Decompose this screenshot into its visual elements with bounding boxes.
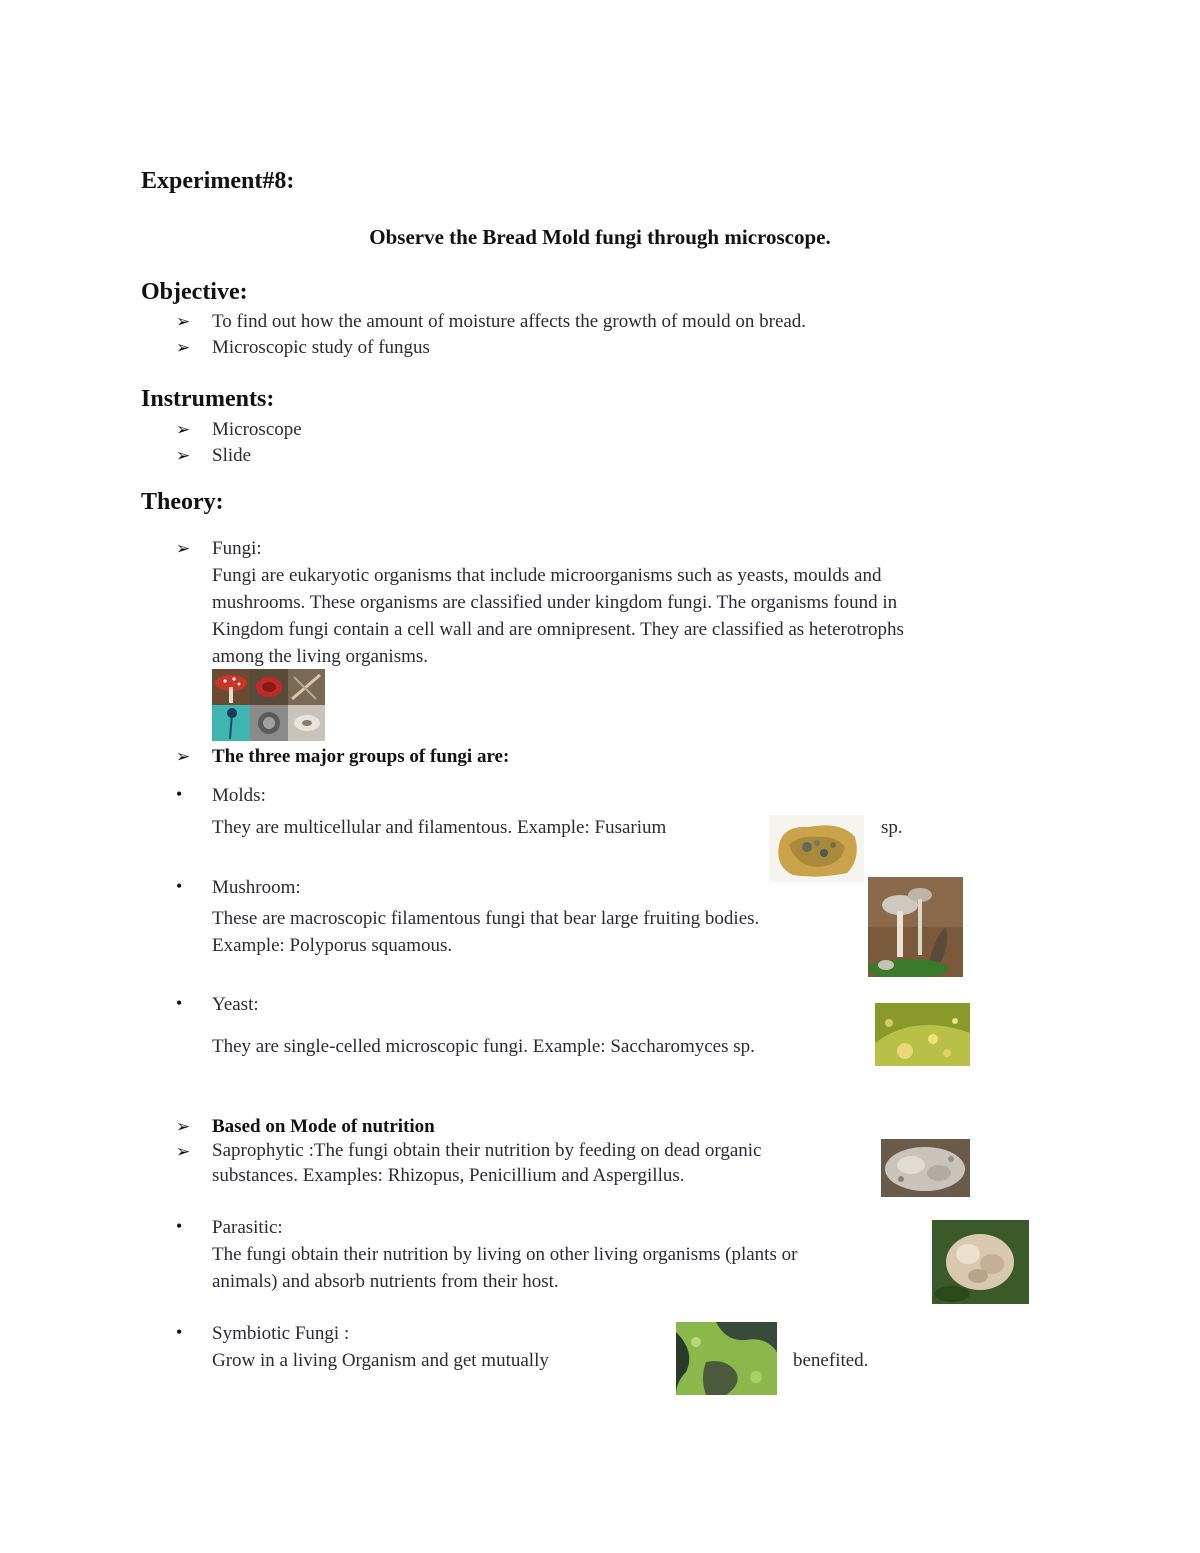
objective-item: Microscopic study of fungus (212, 337, 430, 358)
arrow-bullet-icon: ➢ (176, 338, 191, 357)
yeast-image (875, 1003, 970, 1066)
saprophytic-line: Saprophytic :The fungi obtain their nutrition by feeding on dead organic (212, 1140, 762, 1161)
mushroom-paragraph (212, 905, 759, 959)
fungi-line: Kingdom fungi contain a cell wall and are omnipresent. They are classified as heterotrophs (212, 619, 904, 640)
mushroom-line: Example: Polyporus squamous. (212, 935, 453, 956)
fungi-collage-image (212, 669, 325, 741)
bullet-icon: • (176, 876, 183, 896)
fungi-label: Fungi: (212, 538, 262, 559)
fungi-paragraph (212, 562, 1012, 670)
parasitic-label: Parasitic: (212, 1217, 283, 1238)
molds-suffix: sp. (881, 817, 903, 838)
theory-heading: Theory: (141, 489, 224, 515)
symbiotic-text: Grow in a living Organism and get mutually (212, 1350, 549, 1371)
arrow-bullet-icon: ➢ (176, 1117, 191, 1136)
symbiotic-suffix: benefited. (793, 1350, 869, 1371)
parasitic-fungi-image (932, 1220, 1029, 1304)
parasitic-line: The fungi obtain their nutrition by living on other living organisms (plants or (212, 1244, 798, 1265)
mold-bread-image (769, 815, 864, 882)
bullet-icon: • (176, 993, 183, 1013)
page-title: Experiment#8: (141, 168, 295, 194)
arrow-bullet-icon: ➢ (176, 1142, 191, 1161)
fungi-line: Fungi are eukaryotic organisms that include microorganisms such as yeasts, moulds and (212, 565, 882, 586)
fungi-line: among the living organisms. (212, 646, 429, 667)
bullet-icon: • (176, 1216, 183, 1236)
saprophytic-fungi-image (881, 1139, 970, 1197)
experiment-subtitle: Observe the Bread Mold fungi through microscope. (369, 225, 831, 249)
mushroom-line: These are macroscopic filamentous fungi that bear large fruiting bodies. (212, 908, 760, 929)
mushroom-image (868, 877, 963, 977)
lichen-image (676, 1322, 777, 1395)
bullet-icon: • (176, 784, 183, 804)
objective-item: To find out how the amount of moisture affects the growth of mould on bread. (212, 311, 807, 332)
objective-heading: Objective: (141, 279, 248, 305)
parasitic-line: animals) and absorb nutrients from their host. (212, 1271, 559, 1292)
saprophytic-line: substances. Examples: Rhizopus, Penicillium and Aspergillus. (212, 1165, 685, 1186)
parasitic-paragraph (212, 1241, 797, 1295)
fungi-line: mushrooms. These organisms are classified under kingdom fungi. The organisms found in (212, 592, 898, 613)
symbiotic-label: Symbiotic Fungi : (212, 1323, 350, 1344)
groups-heading: The three major groups of fungi are: (212, 746, 510, 767)
arrow-bullet-icon: ➢ (176, 312, 191, 331)
molds-label: Molds: (212, 785, 266, 806)
molds-text: They are multicellular and filamentous. Example: Fusarium (212, 817, 667, 838)
arrow-bullet-icon: ➢ (176, 539, 191, 558)
bullet-icon: • (176, 1322, 183, 1342)
instrument-item: Microscope (212, 419, 302, 440)
yeast-text: They are single-celled microscopic fungi. Example: Saccharomyces sp. (212, 1036, 755, 1057)
arrow-bullet-icon: ➢ (176, 446, 191, 465)
yeast-label: Yeast: (212, 994, 259, 1015)
instrument-item: Slide (212, 445, 252, 466)
mushroom-label: Mushroom: (212, 877, 301, 898)
instruments-heading: Instruments: (141, 386, 275, 412)
saprophytic-paragraph (212, 1138, 761, 1188)
arrow-bullet-icon: ➢ (176, 747, 191, 766)
nutrition-heading: Based on Mode of nutrition (212, 1116, 435, 1137)
arrow-bullet-icon: ➢ (176, 420, 191, 439)
